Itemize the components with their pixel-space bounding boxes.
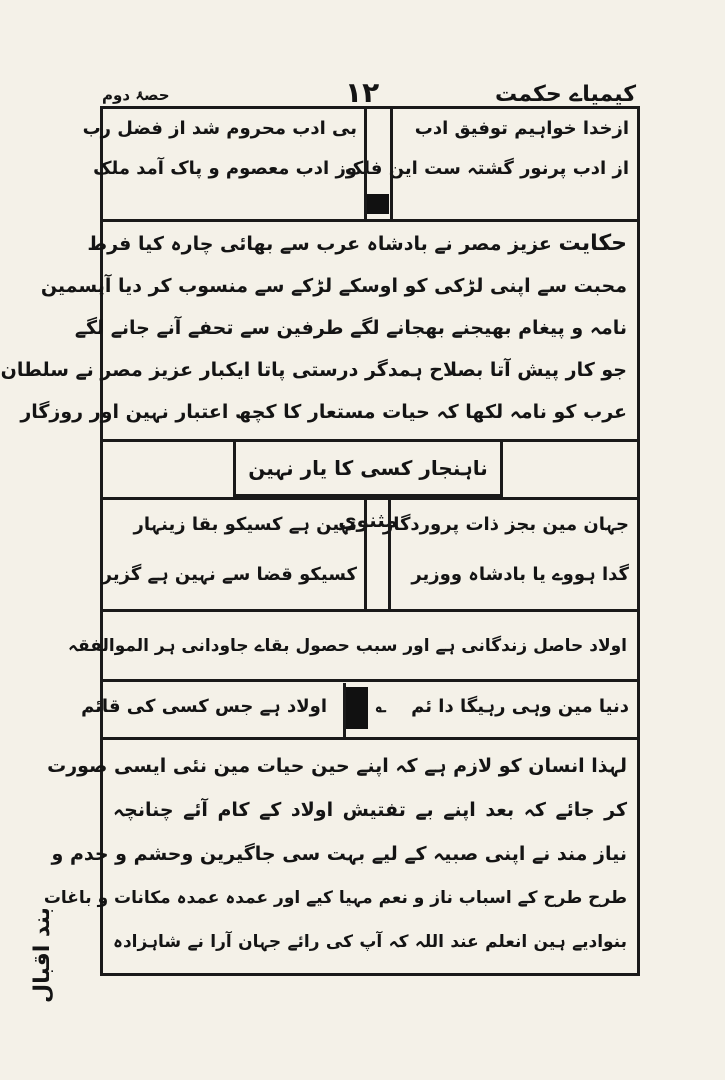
verse-divider <box>388 497 391 611</box>
page-header <box>100 78 640 108</box>
closing-line-2: کر جائے کہ بعد اپنے بے تفتیش اولاد کے کام آئے چنانچہ <box>113 799 627 821</box>
rule <box>103 219 637 222</box>
heading-text: ناہنجار کسی کا یار نہین <box>248 456 488 480</box>
page-number: ۱۲ <box>345 76 380 109</box>
verse-top-right-1: ازخدا خواہیم توفیق ادب <box>414 118 629 139</box>
closing-line-1: لہذا انسان کو لازم ہے کہ اپنے حین حیات مین نئی ایسی صورت <box>47 755 627 777</box>
verse-top-left-2: وز ادب معصوم و پاک آمد ملک <box>93 158 357 179</box>
story-line-2: محبت سے اپنی لڑکی کو اوسکے لڑکے سے منسوب کر دیا آپسمین <box>40 275 627 297</box>
rule <box>103 737 637 740</box>
verse-divider <box>364 497 367 611</box>
rule <box>103 497 637 500</box>
single-line: اولاد حاصل زندگانی ہے اور سبب حصول بقاے جاودانی ہر الموالفقہ <box>68 636 627 656</box>
black-marker <box>346 687 368 729</box>
book-title: کیمیاے حکمت <box>494 82 636 107</box>
story-line-3: نامہ و پیغام بھیجنے بھجانے لگے طرفین سے تحفے آنے جانے لگے <box>74 317 627 339</box>
verse-bottom-mark: ؎ <box>375 696 387 717</box>
margin-note: بند اقبال <box>30 907 55 1003</box>
verse-divider <box>390 109 393 219</box>
story-line-5: عرب کو نامہ لکھا کہ حیات مستعار کا کچھ اعتبار نہین اور روزگار <box>20 401 627 423</box>
verse-mid-left-1: نہین ہے کسیکو بقا زینہار <box>133 514 357 535</box>
verse-mid-right-1: جہان مین بجز ذات پروردگار <box>382 514 629 535</box>
verse-bottom-right: دنیا مین وہی رہیگا دا ئم <box>411 696 629 717</box>
section-heading <box>233 439 503 532</box>
verse-mid-right-2: گدا ہووے یا بادشاہ ووزیر <box>411 564 629 585</box>
rule <box>103 609 637 612</box>
story-line-4: جو کار پیش آتا بصلاح ہمدگر درستی پاتا ایکبار عزیز مصر نے سلطان <box>0 359 627 381</box>
verse-top-right-2: از ادب پرنور گشتہ ست این فلک <box>344 158 629 179</box>
black-marker <box>367 194 389 214</box>
verse-mid-left-2: کسیکو قضا سے نہین ہے گزیر <box>101 564 357 585</box>
story-text-1: عزیز مصر نے بادشاہ عرب سے بھائی چارہ کیا فرط <box>87 233 552 255</box>
heading-label: مثنوی <box>338 508 398 532</box>
section-label: حصۂ دوم <box>102 86 170 104</box>
verse-bottom-left: اولاد ہے جس کسی کی قائم <box>81 696 327 717</box>
story-line-1 <box>87 227 627 263</box>
closing-line-3: نیاز مند نے اپنی صبیہ کے لیے بہت سی جاگیرین وحشم و خدم و <box>51 843 627 865</box>
rule <box>103 679 637 682</box>
story-label: حکایت <box>558 231 627 256</box>
closing-line-4: طرح طرح کے اسباب ناز و نعم مہیا کیے اور عمدہ عمدہ مکانات و باغات <box>43 888 627 908</box>
closing-line-5: بنوادیے ہین انعلم عند اللہ کہ آپ کی رائے جہان آرا نے شاہزادہ <box>113 932 627 952</box>
verse-top-left-1: بی ادب محروم شد از فضل رب <box>82 118 357 139</box>
